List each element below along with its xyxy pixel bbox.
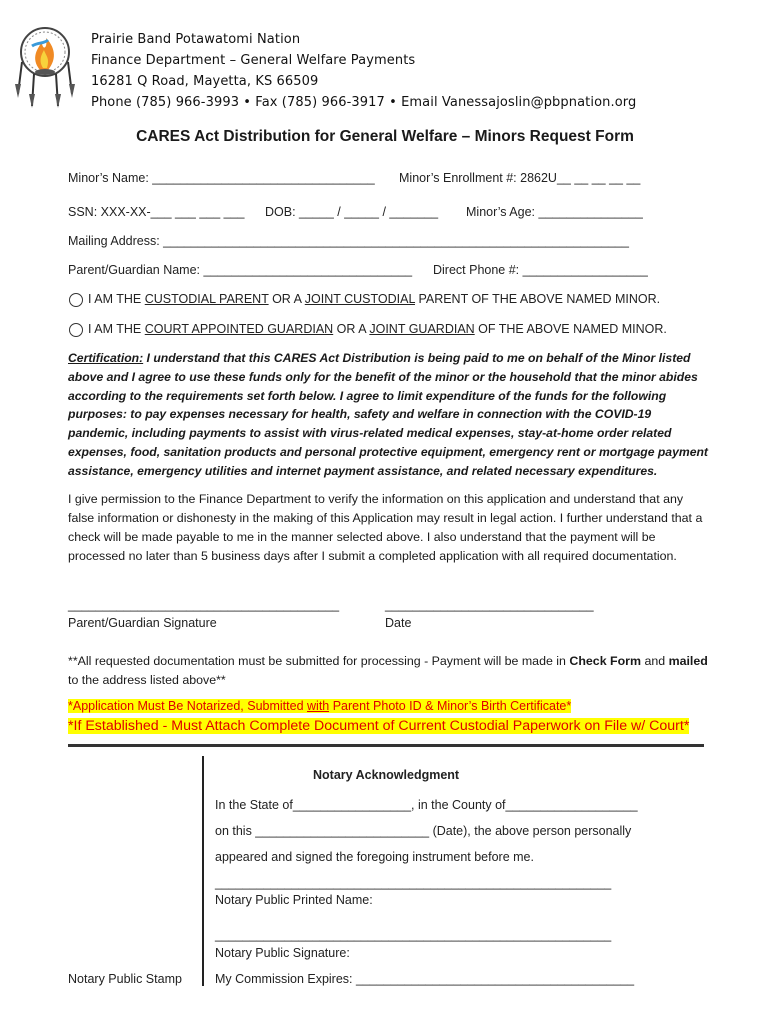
- header-address: 16281 Q Road, Mayetta, KS 66509: [91, 74, 319, 89]
- custodial-notice: [68, 718, 689, 734]
- notice-text: *Application Must Be Notarized, Submitted: [68, 699, 308, 713]
- date-line[interactable]: ______________________________: [385, 598, 594, 612]
- court-guardian-radio[interactable]: [69, 323, 83, 337]
- notary-appeared: appeared and signed the foregoing instrument before me.: [215, 850, 534, 864]
- custodial-parent-label: [88, 292, 660, 306]
- permission-paragraph: I give permission to the Finance Department to verify the information on this application and understand that any false information or dishonesty in the making of this Application may result in legal action. I further understand that a check will be made payable to me in the manner selected above. I also understand that the payment will be processed no later than 5 business days after I submit a completed application with all required documentation.: [68, 492, 703, 563]
- notary-signature-line[interactable]: _________________________________________________________: [215, 928, 612, 942]
- option-underlined: COURT APPOINTED GUARDIAN: [144, 322, 334, 336]
- option-text: I AM THE: [88, 292, 145, 306]
- note-text: and: [641, 654, 669, 668]
- option-underlined: JOINT GUARDIAN: [369, 322, 475, 336]
- option-text: OR A: [268, 292, 305, 306]
- notice-underlined: with: [307, 699, 330, 713]
- note-bold: mailed: [668, 654, 708, 668]
- notary-state-county[interactable]: In the State of_________________, in the County of___________________: [215, 798, 638, 812]
- documentation-note: [68, 652, 708, 690]
- option-underlined: JOINT CUSTODIAL: [304, 292, 415, 306]
- header-contact: Phone (785) 966-3993 • Fax (785) 966-3917 • Email Vanessajoslin@pbpnation.org: [91, 95, 637, 110]
- notary-printed-line[interactable]: _________________________________________________________: [215, 876, 612, 890]
- notary-printed-label: Notary Public Printed Name:: [215, 893, 373, 907]
- notice-text: *If Established - Must Attach Complete Document of Current Custodial Paperwork on File w/ Court*: [68, 718, 690, 734]
- court-guardian-label: [88, 322, 667, 336]
- note-text: **All requested documentation must be submitted for processing - Payment will be made in: [68, 654, 570, 668]
- signature-line[interactable]: _______________________________________: [68, 598, 340, 612]
- option-text: PARENT OF THE ABOVE NAMED MINOR.: [414, 292, 661, 306]
- note-bold: Check Form: [569, 654, 641, 668]
- certification-label: Certification:: [68, 351, 144, 365]
- header-org: Prairie Band Potawatomi Nation: [91, 32, 301, 47]
- signature-label: Parent/Guardian Signature: [68, 616, 217, 630]
- notarize-notice: [68, 699, 571, 713]
- date-label: Date: [385, 616, 412, 630]
- certification-text: I understand that this CARES Act Distribution is being paid to me on behalf of the Minor listed above and I agree to use these funds only for the benefit of the minor or the household that the minor abides according to the requirements set forth below. I agree to limit expenditure of the funds for the following purposes: to pay expenses necessary for health, safety and welfare in connection with the COVID-19 pandemic, including payments to assist with virus-related medical expenses, stay-at-home order related expenses, food, sanitation products and personal protective equipment, emergency rent or mortgage payment assistance, emergency utilities and internet payment assistance, and related necessary expenditures.: [68, 351, 708, 478]
- option-text: I AM THE: [88, 322, 145, 336]
- age-field[interactable]: Minor’s Age: _______________: [466, 205, 643, 219]
- nation-logo: [12, 14, 78, 110]
- notary-signature-label: Notary Public Signature:: [215, 946, 350, 960]
- custodial-parent-radio[interactable]: [69, 293, 83, 307]
- certification-paragraph: [68, 349, 708, 481]
- notary-divider: [68, 744, 704, 747]
- parent-name-field[interactable]: Parent/Guardian Name: ______________________________: [68, 263, 413, 277]
- dob-field[interactable]: DOB: _____ / _____ / _______: [265, 205, 439, 219]
- notary-date[interactable]: on this _________________________ (Date), the above person personally: [215, 824, 632, 838]
- option-text: OF THE ABOVE NAMED MINOR.: [474, 322, 667, 336]
- note-text: to the address listed above**: [68, 673, 226, 687]
- notice-text: Parent Photo ID & Minor’s Birth Certificate*: [329, 699, 572, 713]
- form-title: CARES Act Distribution for General Welfare – Minors Request Form: [136, 128, 634, 145]
- minor-name-field[interactable]: Minor’s Name: ________________________________: [68, 171, 375, 185]
- header-dept: Finance Department – General Welfare Payments: [91, 53, 416, 68]
- option-text: OR A: [333, 322, 370, 336]
- notary-vertical-divider: [202, 756, 204, 986]
- direct-phone-field[interactable]: Direct Phone #: __________________: [433, 263, 648, 277]
- notary-title: Notary Acknowledgment: [313, 768, 460, 782]
- notary-stamp-label: Notary Public Stamp: [68, 972, 182, 986]
- notary-commission-expires[interactable]: My Commission Expires: ________________________________________: [215, 972, 635, 986]
- ssn-field[interactable]: SSN: XXX-XX-___ ___ ___ ___: [68, 205, 245, 219]
- enrollment-field[interactable]: Minor’s Enrollment #: 2862U__ __ __ __ __: [399, 171, 641, 185]
- mailing-address-field[interactable]: Mailing Address: ___________________________________________________________________: [68, 234, 629, 248]
- option-underlined: CUSTODIAL PARENT: [144, 292, 269, 306]
